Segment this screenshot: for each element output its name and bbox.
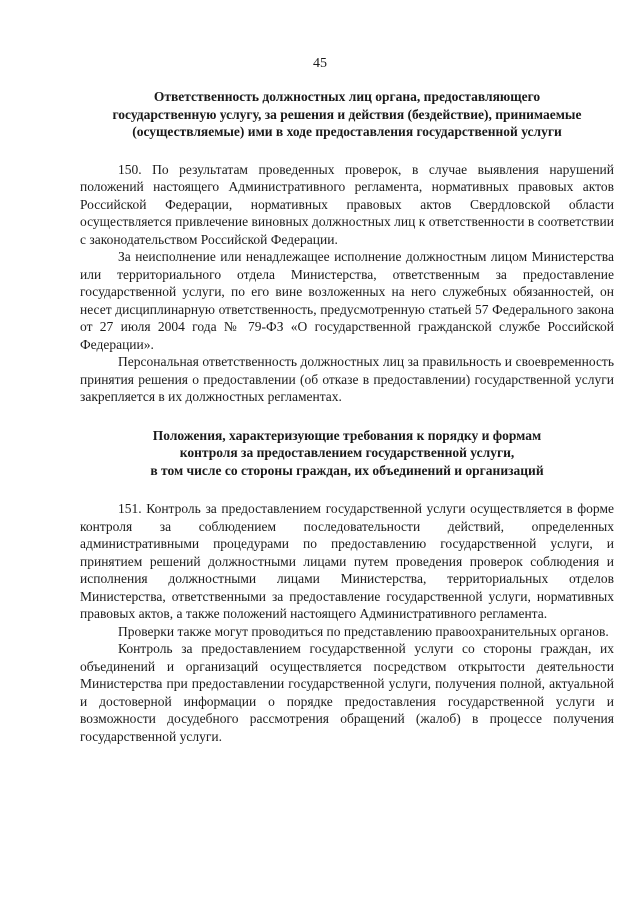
paragraph-disciplinary-liability: За неисполнение или ненадлежащее исполнение должностным лицом Министерства или территориального отдела Министерства, ответственным за предоставление государственной услуги, по его вине возложенных на него служебных обязанностей, он несет дисциплинарную ответственность, предусмотренную статьей 57 Федерального закона от 27 июля 2004 года № 79-ФЗ «О государственной гражданской службе Российской Федерации». (80, 249, 614, 352)
heading-line: государственную услугу, за решения и действия (бездействие), принимаемые (112, 106, 582, 122)
heading-line: Ответственность должностных лиц органа, предоставляющего (153, 89, 541, 104)
heading-line: контроля за предоставлением государственной услуги, (179, 445, 515, 460)
section-heading-control-requirements (80, 427, 614, 480)
heading-line: (осуществляемые) ими в ходе предоставления государственной услуги (132, 124, 562, 139)
paragraph-public-control: Контроль за предоставлением государственной услуги со стороны граждан, их объединений и организаций осуществляется посредством открытости деятельности Министерства при предоставлении государственной услуги, получения полной, актуальной и достоверной информации о порядке предоставления государственной услуги и возможности досудебного рассмотрения обращений (жалоб) в процессе получения государственной услуги. (80, 641, 614, 744)
page-number: 45 (313, 56, 327, 71)
paragraph-150: 150. По результатам проведенных проверок, в случае выявления нарушений положений настоящего Административного регламента, нормативных правовых актов Российской Федерации, нормативных правовых актов Свердловской области осуществляется привлечение виновных должностных лиц к ответственности в соответствии с законодательством Российской Федерации. (80, 161, 614, 247)
section-heading-responsibility (80, 88, 614, 141)
paragraph-law-enforcement-inspections: Проверки также могут проводиться по представлению правоохранительных органов. (118, 623, 609, 639)
page-content (80, 88, 614, 745)
heading-line: Положения, характеризующие требования к порядку и формам (152, 427, 542, 443)
paragraph-151: 151. Контроль за предоставлением государственной услуги осуществляется в форме контроля за соблюдением последовательности действий, определенных административными процедурами по предоставлению государственной услуги, и принятием решений должностными лицами путем проведения проверок соблюдения и исполнения должностными лицами Министерства, территориальных отделов Министерства, ответственными за предоставление государственной услуги, нормативных правовых актов, а также положений настоящего Административного регламента. (80, 501, 614, 621)
paragraph-personal-responsibility: Персональная ответственность должностных лиц за правильность и своевременность принятия решения о предоставлении (об отказе в предоставлении) государственной услуги закрепляется в их должностных регламентах. (80, 354, 614, 404)
heading-line: в том числе со стороны граждан, их объединений и организаций (150, 462, 544, 478)
